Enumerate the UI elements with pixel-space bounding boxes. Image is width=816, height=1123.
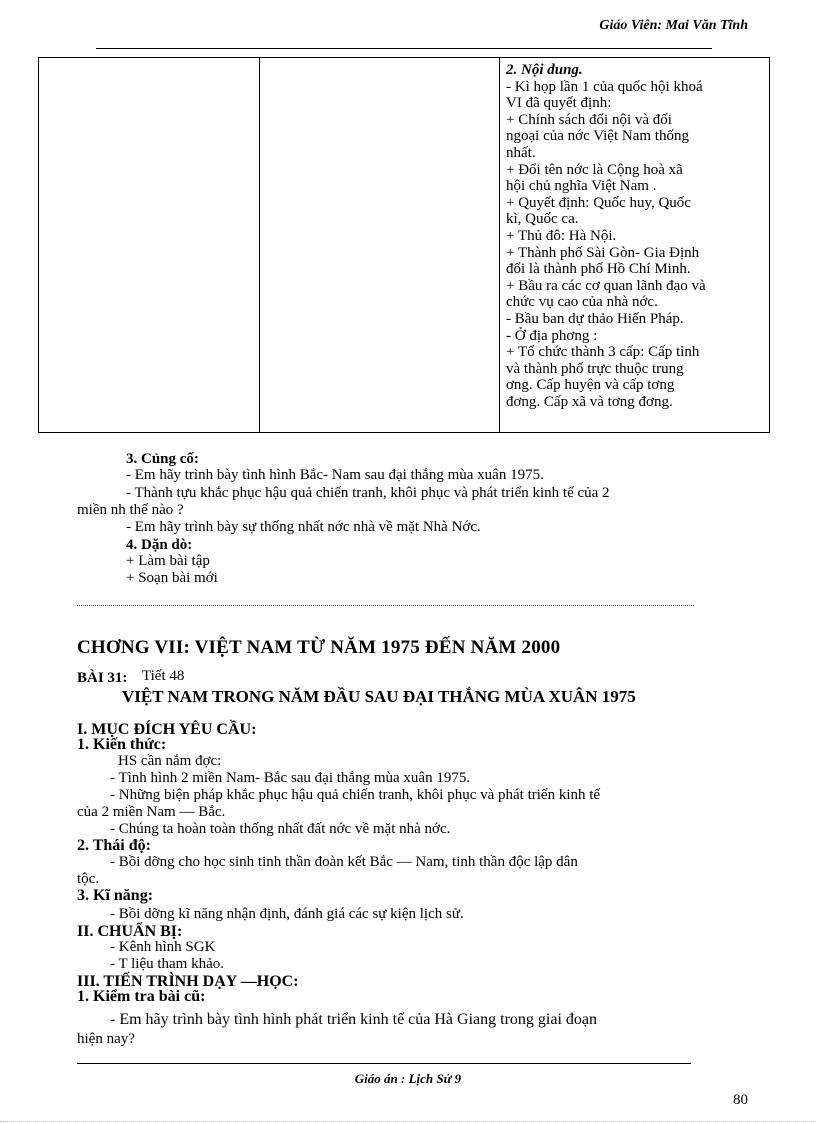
preparation-item: - Kênh hình SGK	[110, 939, 216, 955]
section-divider	[77, 605, 694, 606]
knowledge-item: của 2 miền Nam — Bắc.	[77, 804, 226, 820]
content-line: chức vụ cao của nhà nớc.	[506, 294, 658, 311]
preparation-item: - T liệu tham khảo.	[110, 956, 225, 972]
content-line: - Ở địa phơng :	[506, 327, 598, 344]
knowledge-item: - Chúng ta hoàn toàn thống nhất đất nớc về mặt nhà nớc.	[110, 821, 451, 837]
process-heading: III. TIẾN TRÌNH DẠY —HỌC:	[77, 973, 299, 990]
skills-heading: 3. Kĩ năng:	[77, 887, 154, 904]
content-line: kì, Quốc ca.	[506, 211, 579, 228]
content-line: + Tổ chức thành 3 cấp: Cấp tỉnh	[506, 344, 700, 361]
content-line: VI đã quyết định:	[506, 95, 612, 112]
content-line: ơng. Cấp huyện và cấp tơng	[506, 377, 675, 394]
consolidation-heading: 3. Củng cố:	[126, 451, 199, 467]
consolidation-line: - Em hãy trình bày sự thống nhất nớc nhà về mặt Nhà Nớc.	[126, 519, 481, 535]
content-line: - Bầu ban dự thảo Hiến Pháp.	[506, 310, 684, 327]
objectives-heading: I. MỤC ĐÍCH YÊU CẦU:	[77, 721, 257, 738]
consolidation-line: miền nh thế nào ?	[77, 502, 184, 518]
content-line: + Bầu ra các cơ quan lãnh đạo và	[506, 277, 706, 294]
knowledge-intro: HS cần nắm đợc:	[118, 753, 222, 769]
consolidation-line: - Thành tựu khắc phục hậu quả chiến tranh, khôi phục và phát triển kinh tế của 2	[126, 485, 610, 501]
content-line: + Đổi tên nớc là Cộng hoà xã	[506, 161, 683, 178]
footer-rule	[77, 1063, 691, 1064]
homework-item: + Làm bài tập	[126, 553, 210, 569]
page-number: 80	[733, 1092, 748, 1108]
page-edge	[0, 1121, 816, 1122]
preparation-heading: II. CHUẨN BỊ:	[77, 923, 183, 940]
content-line: + Thành phố Sài Gòn- Gia Định	[506, 244, 700, 261]
content-line: + Chính sách đối nội và đối	[506, 111, 672, 128]
knowledge-item: - Tình hình 2 miền Nam- Bắc sau đại thắng mùa xuân 1975.	[110, 770, 471, 786]
check-question: hiện nay?	[77, 1031, 135, 1047]
content-line: và thành phố trực thuộc trung	[506, 360, 684, 377]
content-line: + Thủ đô: Hà Nội.	[506, 227, 617, 244]
knowledge-heading: 1. Kiến thức:	[77, 736, 167, 753]
header-rule	[96, 48, 712, 49]
teacher-name: Giáo Viên: Mai Văn Tĩnh	[599, 18, 748, 33]
footer-title: Giáo án : Lịch Sử 9	[354, 1071, 462, 1086]
check-question: - Em hãy trình bày tình hình phát triển kinh tế của Hà Giang trong giai đoạn	[110, 1011, 597, 1028]
lesson-period: Tiết 48	[142, 668, 185, 684]
table-cell-activity-2	[260, 58, 500, 433]
check-heading: 1. Kiểm tra bài cũ:	[77, 988, 206, 1005]
skills-item: - Bồi dỡng kĩ năng nhận định, đánh giá các sự kiện lịch sử.	[110, 906, 464, 922]
content-line: - Kì họp lần 1 của quốc hội khoá	[506, 78, 703, 95]
content-heading: 2. Nội dung.	[506, 62, 583, 78]
attitude-item: tộc.	[77, 871, 100, 887]
chapter-title: CHƠNG VII: VIỆT NAM TỪ NĂM 1975 ĐẾN NĂM 2000	[77, 637, 561, 658]
attitude-heading: 2. Thái độ:	[77, 837, 151, 854]
lesson-title: VIỆT NAM TRONG NĂM ĐẦU SAU ĐẠI THẮNG MÙA XUÂN 1975	[122, 687, 636, 706]
knowledge-item: - Những biện pháp khắc phục hậu quả chiến tranh, khôi phục và phát triển kinh tế	[110, 787, 601, 803]
consolidation-line: - Em hãy trình bày tình hình Bắc- Nam sau đại thắng mùa xuân 1975.	[126, 467, 544, 483]
attitude-item: - Bồi dỡng cho học sinh tinh thần đoàn kết Bắc — Nam, tinh thần độc lập dân	[110, 854, 578, 870]
table-cell-content	[500, 58, 770, 433]
content-line: đơng. Cấp xã và tơng đơng.	[506, 393, 673, 410]
content-line: nhất.	[506, 144, 536, 161]
content-line: + Quyết định: Quốc huy, Quốc	[506, 194, 691, 211]
table-cell-activity-1	[39, 58, 260, 433]
lesson-content-table	[38, 57, 770, 433]
content-line: đổi là thành phố Hồ Chí Minh.	[506, 261, 691, 278]
content-line: hội chủ nghĩa Việt Nam .	[506, 178, 657, 195]
content-line: ngoại của nớc Việt Nam thống	[506, 128, 689, 145]
homework-heading: 4. Dặn dò:	[126, 537, 193, 553]
lesson-label: BÀI 31:	[77, 670, 128, 686]
homework-item: + Soạn bài mới	[126, 570, 218, 586]
